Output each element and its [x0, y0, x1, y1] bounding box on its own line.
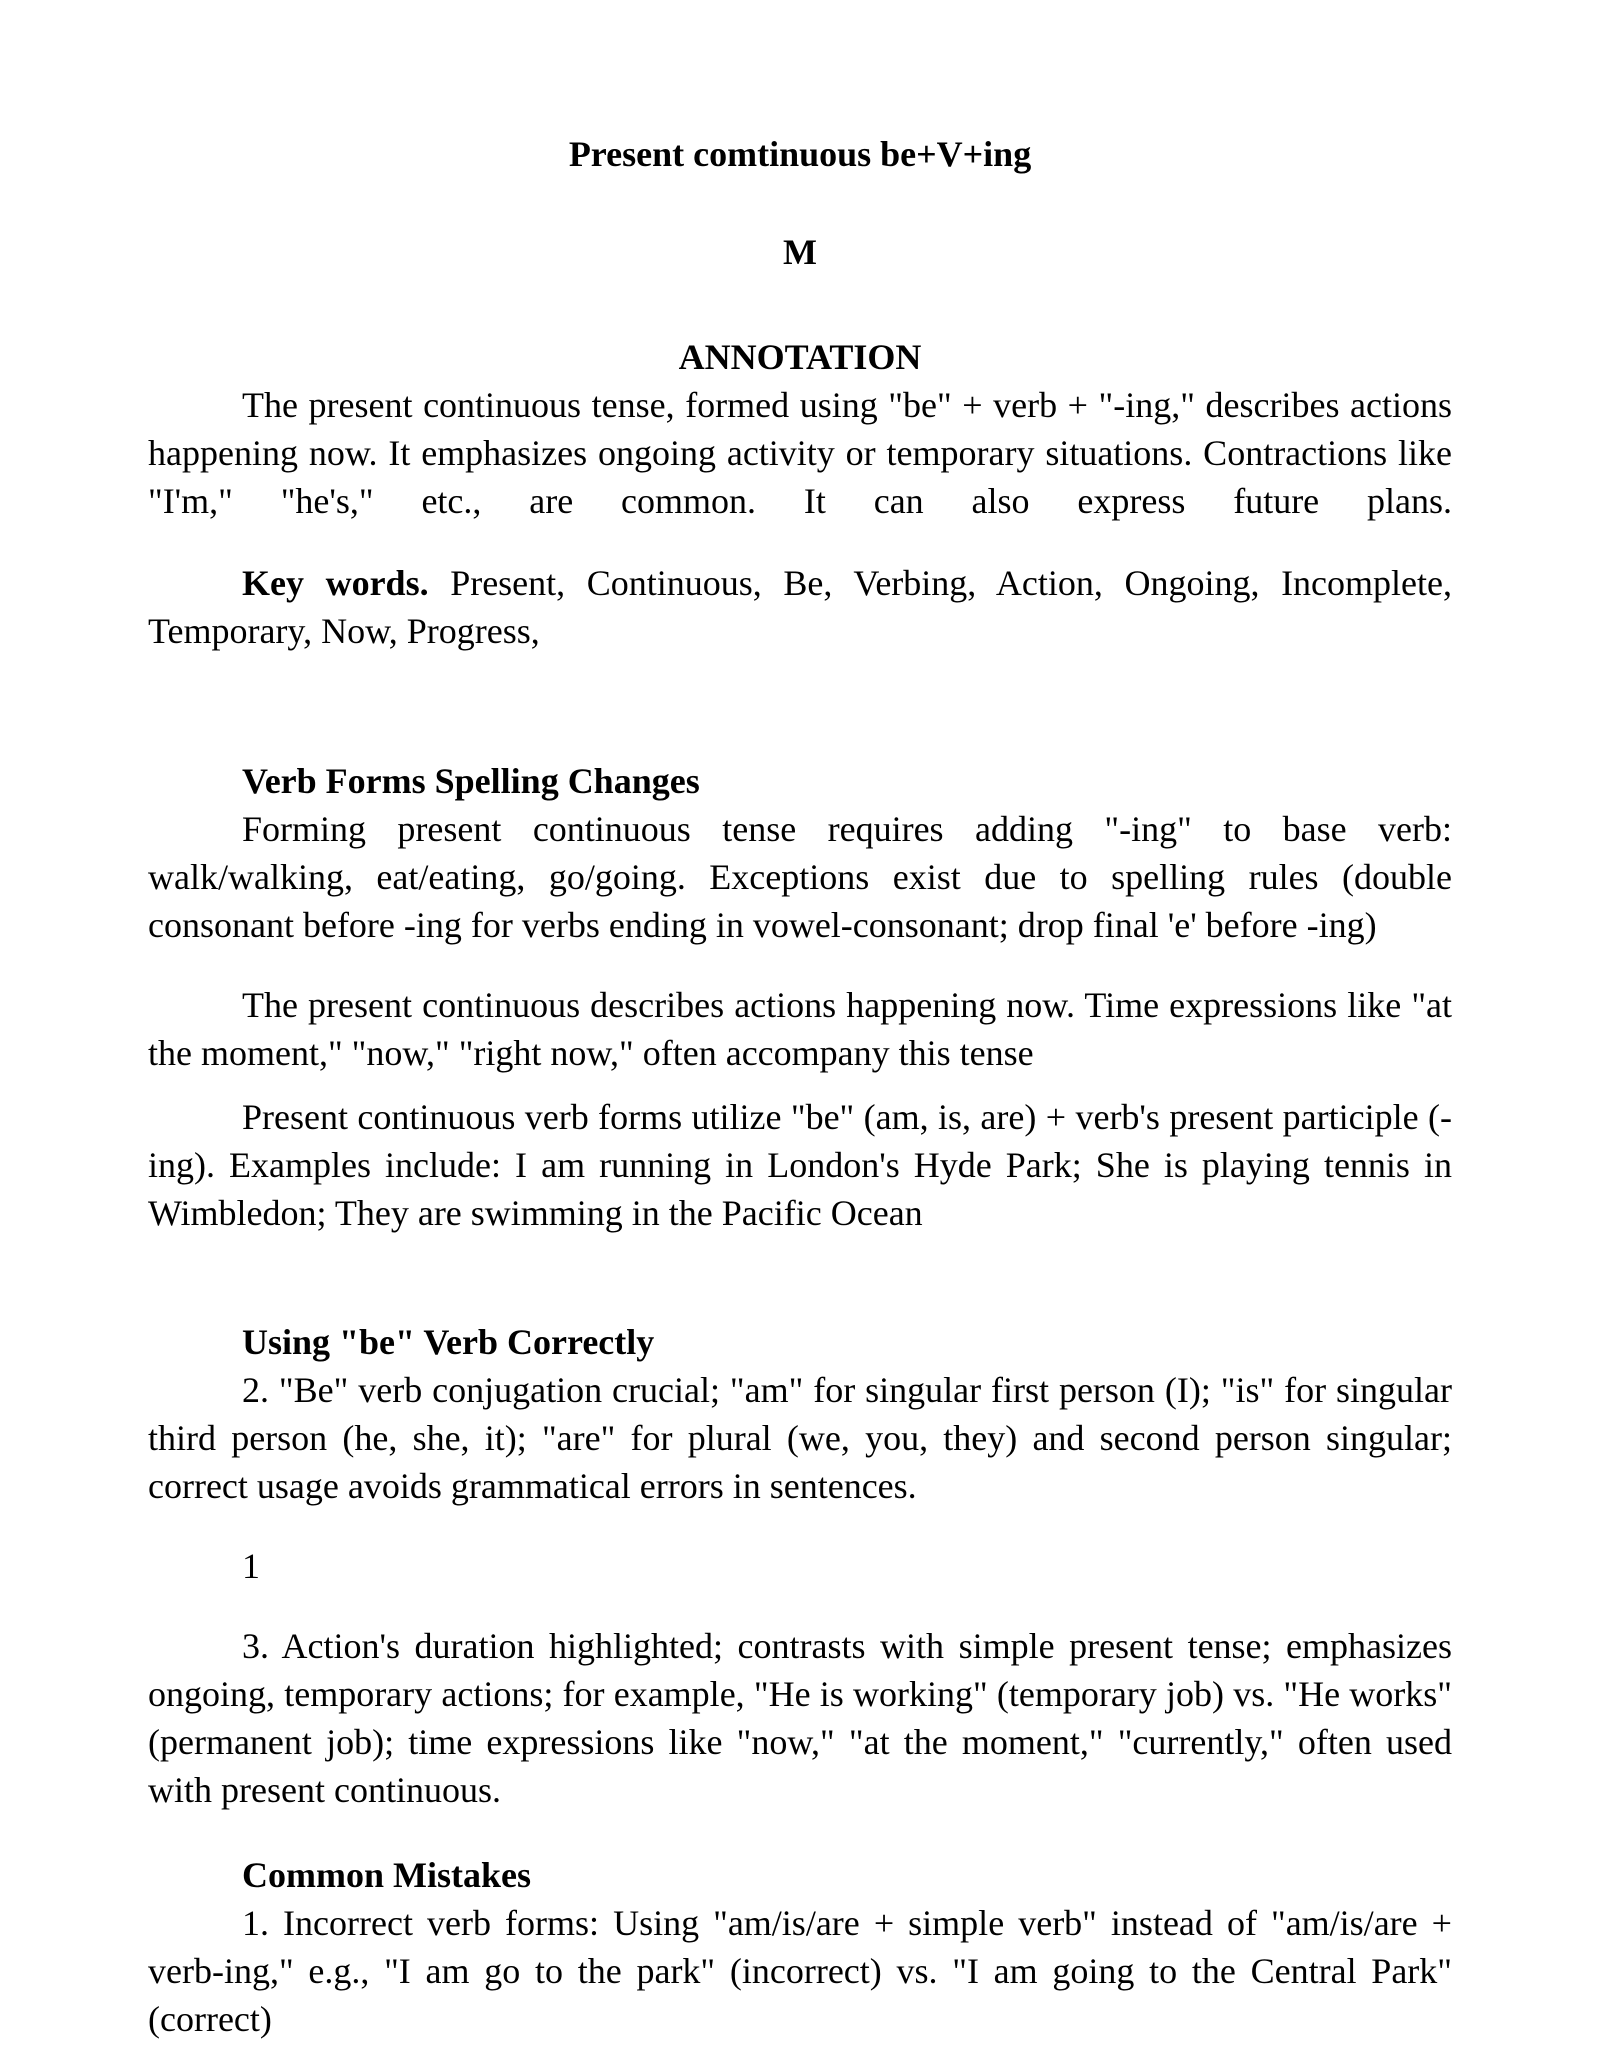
- verb-forms-heading: Verb Forms Spelling Changes: [242, 761, 700, 801]
- verb-forms-paragraph-3: Present continuous verb forms utilize "be" (am, is, are) + verb's present participle (-ing). Examples include: I am running in London's Hyde Park; She is playing tennis in Wimbledon; They are swimming in the Pacific Ocean: [148, 1097, 1452, 1233]
- be-verb-page-number: 1: [242, 1546, 260, 1586]
- be-verb-section: [148, 1318, 1452, 1814]
- verb-forms-paragraph-1: Forming present continuous tense requires adding "-ing" to base verb: walk/walking, eat/eating, go/going. Exceptions exist due to spelling rules (double consonant before -ing for verbs ending in vowel-consonant; drop final 'e' before -ing): [148, 809, 1452, 945]
- keywords-section: [148, 559, 1452, 655]
- keywords-paragraph: [148, 559, 1452, 655]
- keywords-label: Key words.: [242, 563, 429, 603]
- annotation-heading: ANNOTATION: [678, 337, 922, 377]
- keywords-text: Present, Continuous, Be, Verbing, Action, Ongoing, Incomplete, Temporary, Now, Progress,: [148, 563, 1452, 651]
- verb-forms-paragraph-2: The present continuous describes actions happening now. Time expressions like "at the moment," "now," "right now," often accompany this tense: [148, 985, 1452, 1073]
- be-verb-paragraph-1: 2. "Be" verb conjugation crucial; "am" for singular first person (I); "is" for singular third person (he, she, it); "are" for plural (we, you, they) and second person singular; correct usage avoids grammatical errors in sentences.: [148, 1370, 1452, 1506]
- author-initial: M: [783, 232, 817, 272]
- document-page: [148, 0, 1452, 2070]
- annotation-section: [148, 381, 1452, 525]
- mistakes-section: [148, 1851, 1452, 2043]
- be-verb-heading: Using "be" Verb Correctly: [242, 1322, 655, 1362]
- mistakes-paragraph-1: 1. Incorrect verb forms: Using "am/is/are + simple verb" instead of "am/is/are + verb-ing," e.g., "I am go to the park" (incorrect) vs. "I am going to the Central Park" (correct): [148, 1903, 1452, 2039]
- verb-forms-section: [148, 757, 1452, 1237]
- be-verb-paragraph-3: 3. Action's duration highlighted; contrasts with simple present tense; emphasizes ongoing, temporary actions; for example, "He is working" (temporary job) vs. "He works" (permanent job); time expressions like "now," "at the moment," "currently," often used with present continuous.: [148, 1626, 1452, 1810]
- annotation-paragraph: The present continuous tense, formed using "be" + verb + "-ing," describes actions happening now. It emphasizes ongoing activity or temporary situations. Contractions like "I'm," "he's," etc., are common. It can also express future plans.: [148, 385, 1452, 521]
- mistakes-heading: Common Mistakes: [242, 1855, 531, 1895]
- document-title: Present comtinuous be+V+ing: [568, 134, 1032, 174]
